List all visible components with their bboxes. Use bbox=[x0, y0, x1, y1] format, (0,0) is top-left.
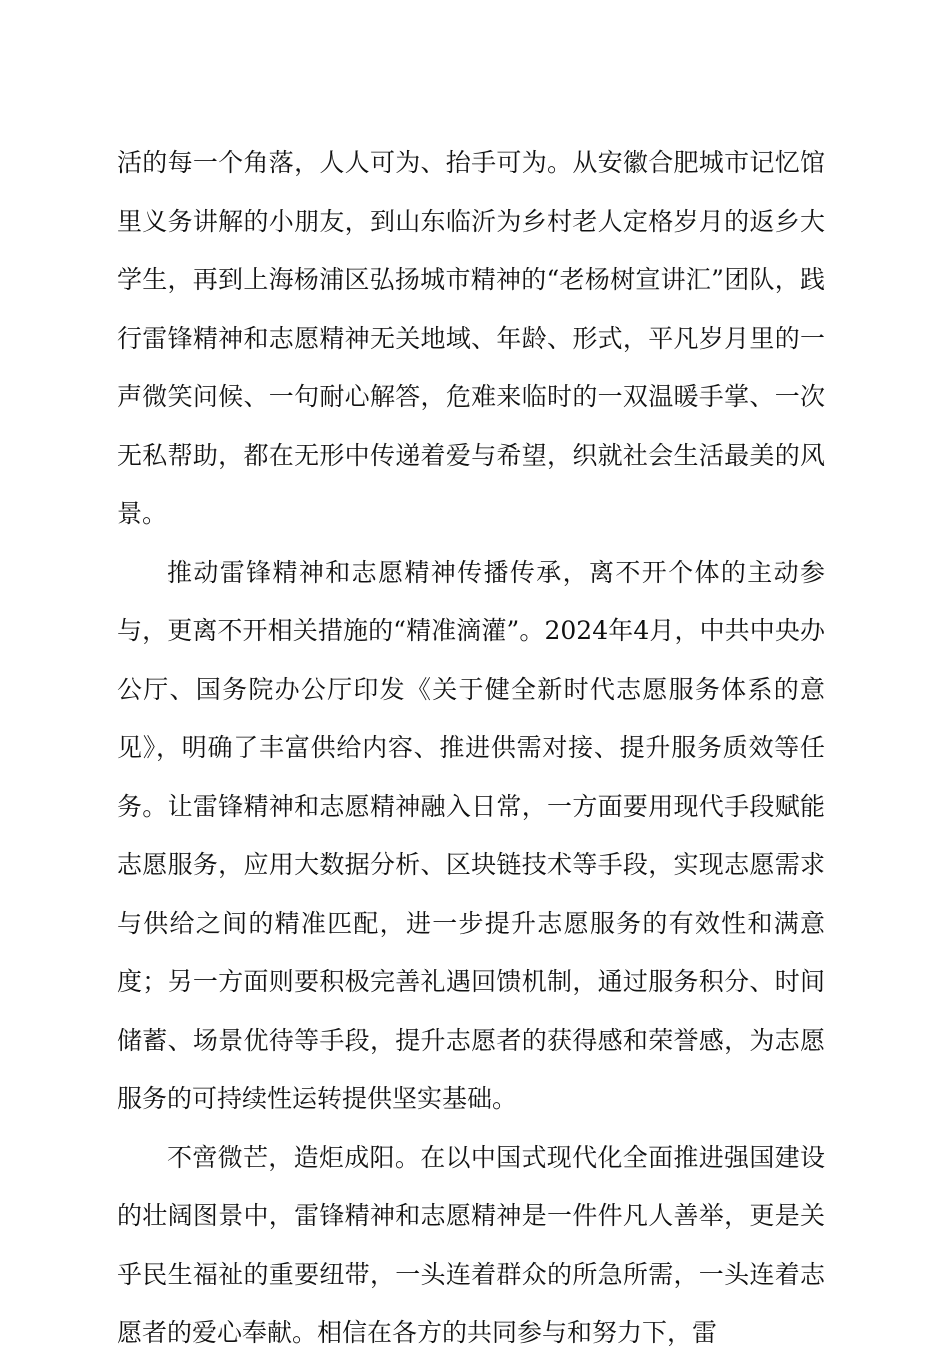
paragraph-continuation: 活的每一个角落，人人可为、抬手可为。从安徽合肥城市记忆馆里义务讲解的小朋友，到山东临沂为乡村老人定格岁月的返乡大学生，再到上海杨浦区弘扬城市精神的“老杨树宣讲汇”团队，践行雷锋精神和志愿精神无关地域、年龄、形式，平凡岁月里的一声微笑问候、一句耐心解答，危难来临时的一双温暖手掌、一次无私帮助，都在无形中传递着爱与希望，织就社会生活最美的风景。 bbox=[117, 148, 825, 528]
paragraph-volunteer-measures: 推动雷锋精神和志愿精神传播传承，离不开个体的主动参与，更离不开相关措施的“精准滴灌”。2024年4月，中共中央办公厅、国务院办公厅印发《关于健全新时代志愿服务体系的意见》，明确了丰富供给内容、推进供需对接、提升服务质效等任务。让雷锋精神和志愿精神融入日常，一方面要用现代手段赋能志愿服务，应用大数据分析、区块链技术等手段，实现志愿需求与供给之间的精准匹配，进一步提升志愿服务的有效性和满意度；另一方面则要积极完善礼遇回馈机制，通过服务积分、时间储蓄、场景优待等手段，提升志愿者的获得感和荣誉感，为志愿服务的可持续性运转提供坚实基础。 bbox=[117, 557, 825, 1113]
document-body bbox=[117, 134, 825, 1363]
paragraph-conclusion: 不啻微芒，造炬成阳。在以中国式现代化全面推进强国建设的壮阔图景中，雷锋精神和志愿精神是一件件凡人善举，更是关乎民生福祉的重要纽带，一头连着群众的所急所需，一头连着志愿者的爱心奉献。相信在各方的共同参与和努力下，雷 bbox=[117, 1142, 825, 1347]
